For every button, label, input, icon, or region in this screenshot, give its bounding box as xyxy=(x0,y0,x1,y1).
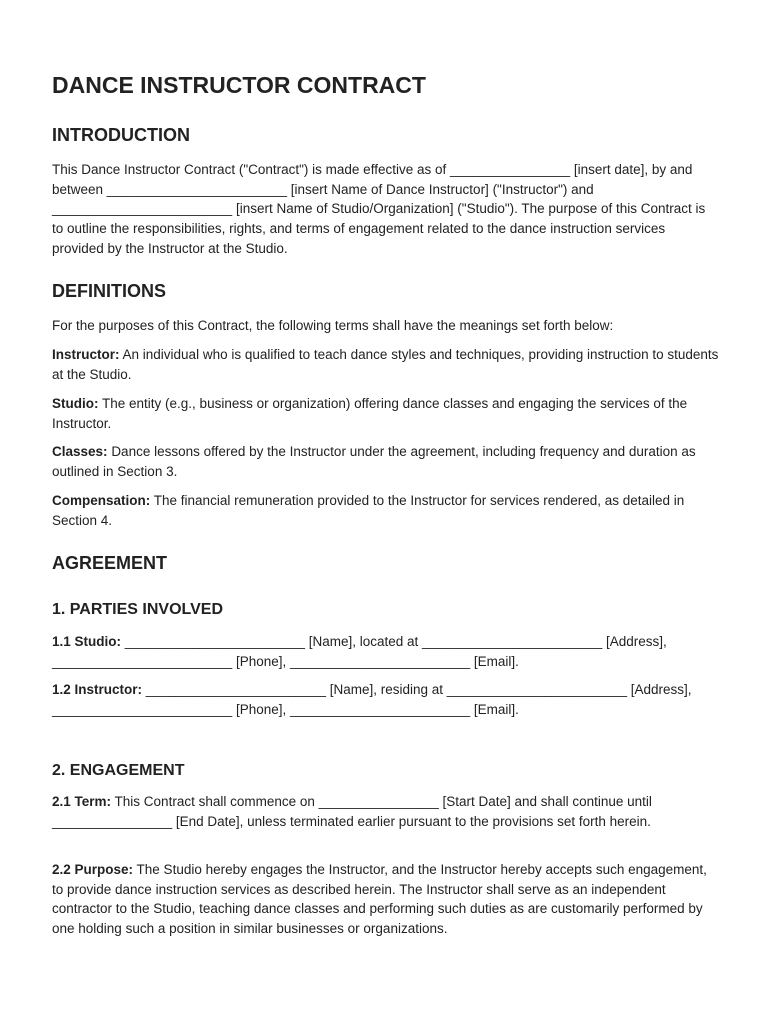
clause-term-dates xyxy=(52,792,720,831)
clause-text: ________________________ [Name], residing at ________________________ [Address], ________________________ [Phone], ________________________ [Email]. xyxy=(52,682,692,717)
clause-term: 1.1 Studio: xyxy=(52,634,122,649)
clause-purpose xyxy=(52,860,720,939)
clause-text: The Studio hereby engages the Instructor, and the Instructor hereby accepts such engagement, to provide dance instruction services as described herein. The Instructor shall serve as an independent contractor to the Studio, teaching dance classes and performing such duties as are customarily performed by one holding such a position in similar businesses or organizations. xyxy=(52,862,707,937)
introduction-text: This Dance Instructor Contract ("Contract") is made effective as of ________________ [insert date], by and between ________________________ [insert Name of Dance Instructor] ("Instructor") and ________________________ [insert Name of Studio/Organization] ("Studio"). The purpose of this Contract is to outline the responsibilities, rights, and terms of engagement related to the dance instruction services provided by the Instructor at the Studio. xyxy=(52,162,706,256)
definition-term: Studio: xyxy=(52,396,99,411)
definition-instructor xyxy=(52,345,720,384)
definition-term: Instructor: xyxy=(52,347,120,362)
document-title: DANCE INSTRUCTOR CONTRACT xyxy=(52,72,426,98)
definitions-intro: For the purposes of this Contract, the following terms shall have the meanings set forth below: xyxy=(52,318,614,333)
definition-text: An individual who is qualified to teach dance styles and techniques, providing instruction to students at the Studio. xyxy=(52,347,719,382)
introduction-heading: INTRODUCTION xyxy=(52,125,190,145)
definition-text: Dance lessons offered by the Instructor under the agreement, including frequency and duration as outlined in Section 3. xyxy=(52,444,696,479)
definition-classes xyxy=(52,442,720,481)
clause-instructor xyxy=(52,680,720,719)
definition-compensation xyxy=(52,491,720,530)
definitions-heading: DEFINITIONS xyxy=(52,281,167,301)
clause-text: ________________________ [Name], located at ________________________ [Address], ________________________ [Phone], ________________________ [Email]. xyxy=(52,634,667,669)
clause-term: 1.2 Instructor: xyxy=(52,682,143,697)
agreement-heading: AGREEMENT xyxy=(52,553,168,573)
clause-studio xyxy=(52,632,720,671)
clause-text: This Contract shall commence on ________________ [Start Date] and shall continue until ________________ [End Date], unless terminated earlier pursuant to the provisions set forth herein. xyxy=(52,794,652,829)
definition-term: Compensation: xyxy=(52,493,151,508)
definition-text: The entity (e.g., business or organization) offering dance classes and engaging the services of the Instructor. xyxy=(52,396,688,431)
definition-studio xyxy=(52,394,720,433)
parties-heading: 1. PARTIES INVOLVED xyxy=(52,601,223,618)
engagement-heading: 2. ENGAGEMENT xyxy=(52,762,185,779)
clause-term: 2.1 Term: xyxy=(52,794,112,809)
definition-term: Classes: xyxy=(52,444,108,459)
clause-term: 2.2 Purpose: xyxy=(52,862,134,877)
definition-text: The financial remuneration provided to the Instructor for services rendered, as detailed in Section 4. xyxy=(52,493,685,528)
